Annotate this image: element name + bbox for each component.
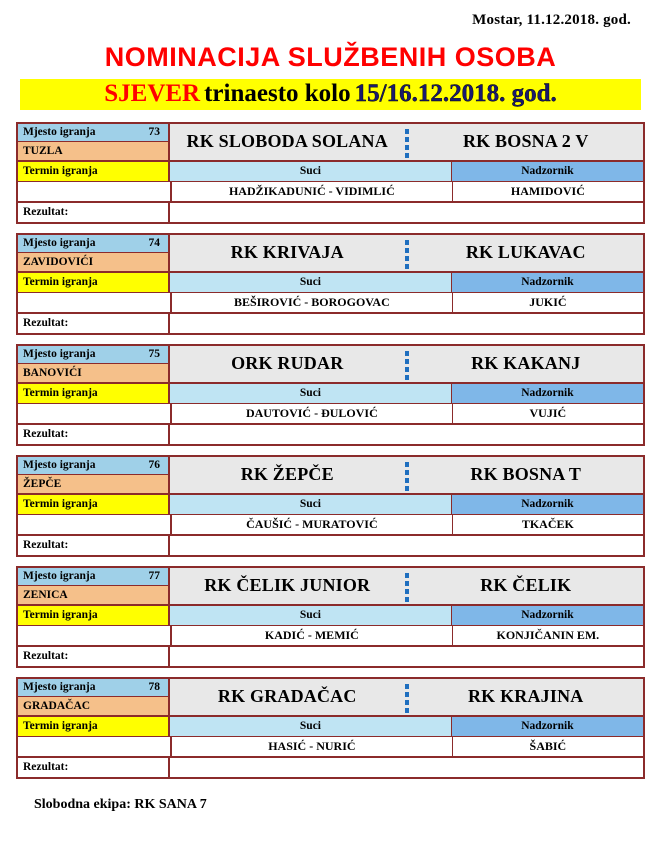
teams-row [170,235,643,271]
subtitle-round: trinaesto kolo [204,79,351,107]
home-team: RK ŽEPČE [240,464,334,485]
place-cell [18,346,170,382]
referees-label: Suci [170,384,452,403]
match-number: 76 [148,459,160,472]
place-cell [18,679,170,715]
officials-header-row [18,160,643,181]
home-team: RK GRADAČAC [217,686,357,707]
home-team: RK ČELIK JUNIOR [204,575,371,596]
term-label: Termin igranja [18,495,170,514]
match-header-row [18,679,643,715]
match-card [16,233,645,335]
officials-header-row [18,493,643,514]
supervisor-label: Nadzornik [452,273,643,292]
place-label: Mjesto igranja [23,459,96,472]
page-title: NOMINACIJA SLUŽBENIH OSOBA [104,42,557,72]
place-label: Mjesto igranja [23,237,96,250]
officials-value-row [18,514,643,534]
result-value [170,536,643,555]
match-header-row [18,124,643,160]
match-number: 78 [148,681,160,694]
term-label: Termin igranja [18,384,170,403]
place-label-row [18,235,168,254]
referees-value: KADIĆ - MEMIĆ [172,626,453,645]
away-team: RK KAKANJ [471,353,581,374]
place-cell [18,568,170,604]
vs-divider-icon [405,129,409,155]
teams-row [170,679,643,715]
supervisor-label: Nadzornik [452,384,643,403]
result-label: Rezultat: [18,647,170,666]
result-value [170,425,643,444]
term-value [18,737,172,756]
term-value [18,626,172,645]
supervisor-value: HAMIDOVIĆ [453,182,643,201]
term-label: Termin igranja [18,606,170,625]
match-list [12,122,649,779]
match-header-row [18,346,643,382]
supervisor-label: Nadzornik [452,717,643,736]
supervisor-value: ŠABIĆ [453,737,643,756]
teams-row [170,568,643,604]
match-number: 77 [148,570,160,583]
referees-value: HASIĆ - NURIĆ [172,737,453,756]
result-row [18,534,643,555]
place-cell [18,457,170,493]
match-city: ZAVIDOVIĆI [18,253,168,271]
place-label: Mjesto igranja [23,348,96,361]
referees-label: Suci [170,717,452,736]
result-label: Rezultat: [18,314,170,333]
free-team-note: Slobodna ekipa: RK SANA 7 [34,796,207,812]
officials-header-row [18,271,643,292]
match-card [16,455,645,557]
place-label-row [18,457,168,476]
place-cell [18,124,170,160]
result-value [170,758,643,777]
title-block [12,43,649,110]
result-label: Rezultat: [18,536,170,555]
referees-label: Suci [170,162,452,181]
place-label-row [18,679,168,698]
officials-value-row [18,736,643,756]
home-team: RK SLOBODA SOLANA [186,131,388,152]
officials-value-row [18,181,643,201]
result-row [18,423,643,444]
place-label: Mjesto igranja [23,681,96,694]
teams-row [170,124,643,160]
result-label: Rezultat: [18,203,170,222]
result-row [18,312,643,333]
term-value [18,515,172,534]
subtitle-dates: 15/16.12.2018. god. [354,79,557,107]
match-card [16,344,645,446]
officials-value-row [18,403,643,423]
officials-value-row [18,625,643,645]
officials-header-row [18,604,643,625]
referees-value: BEŠIROVIĆ - BOROGOVAC [172,293,453,312]
document-date: Mostar, 11.12.2018. god. [472,12,631,28]
referees-value: HADŽIKADUNIĆ - VIDIMLIĆ [172,182,453,201]
match-city: GRADAČAC [18,697,168,715]
away-team: RK BOSNA T [470,464,582,485]
match-city: ŽEPČE [18,475,168,493]
place-label-row [18,124,168,143]
subtitle-banner [20,79,641,110]
referees-value: ČAUŠIĆ - MURATOVIĆ [172,515,453,534]
supervisor-label: Nadzornik [452,162,643,181]
vs-divider-icon [405,351,409,377]
vs-divider-icon [405,462,409,488]
home-team: ORK RUDAR [231,353,344,374]
match-city: BANOVIĆI [18,364,168,382]
place-cell [18,235,170,271]
match-header-row [18,235,643,271]
result-row [18,201,643,222]
match-header-row [18,457,643,493]
teams-row [170,346,643,382]
result-row [18,756,643,777]
result-value [170,647,643,666]
supervisor-value: VUJIĆ [453,404,643,423]
supervisor-label: Nadzornik [452,606,643,625]
vs-divider-icon [405,240,409,266]
referees-label: Suci [170,495,452,514]
home-team: RK KRIVAJA [230,242,344,263]
result-label: Rezultat: [18,758,170,777]
vs-divider-icon [405,684,409,710]
match-number: 74 [148,237,160,250]
match-city: ZENICA [18,586,168,604]
match-number: 73 [148,126,160,139]
term-label: Termin igranja [18,717,170,736]
match-city: TUZLA [18,142,168,160]
away-team: RK KRAJINA [467,686,584,707]
term-value [18,404,172,423]
term-value [18,182,172,201]
subtitle-region: SJEVER [104,79,201,107]
place-label: Mjesto igranja [23,126,96,139]
match-number: 75 [148,348,160,361]
teams-row [170,457,643,493]
match-card [16,677,645,779]
supervisor-value: TKAČEK [453,515,643,534]
officials-header-row [18,715,643,736]
referees-label: Suci [170,606,452,625]
place-label: Mjesto igranja [23,570,96,583]
officials-value-row [18,292,643,312]
place-label-row [18,568,168,587]
away-team: RK ČELIK [480,575,572,596]
supervisor-label: Nadzornik [452,495,643,514]
term-label: Termin igranja [18,162,170,181]
match-header-row [18,568,643,604]
supervisor-value: JUKIĆ [453,293,643,312]
result-label: Rezultat: [18,425,170,444]
vs-divider-icon [405,573,409,599]
match-card [16,122,645,224]
referees-value: DAUTOVIĆ - ĐULOVIĆ [172,404,453,423]
match-card [16,566,645,668]
supervisor-value: KONJIČANIN EM. [453,626,643,645]
result-value [170,203,643,222]
away-team: RK BOSNA 2 V [462,131,589,152]
term-value [18,293,172,312]
result-value [170,314,643,333]
result-row [18,645,643,666]
term-label: Termin igranja [18,273,170,292]
referees-label: Suci [170,273,452,292]
place-label-row [18,346,168,365]
away-team: RK LUKAVAC [465,242,586,263]
officials-header-row [18,382,643,403]
